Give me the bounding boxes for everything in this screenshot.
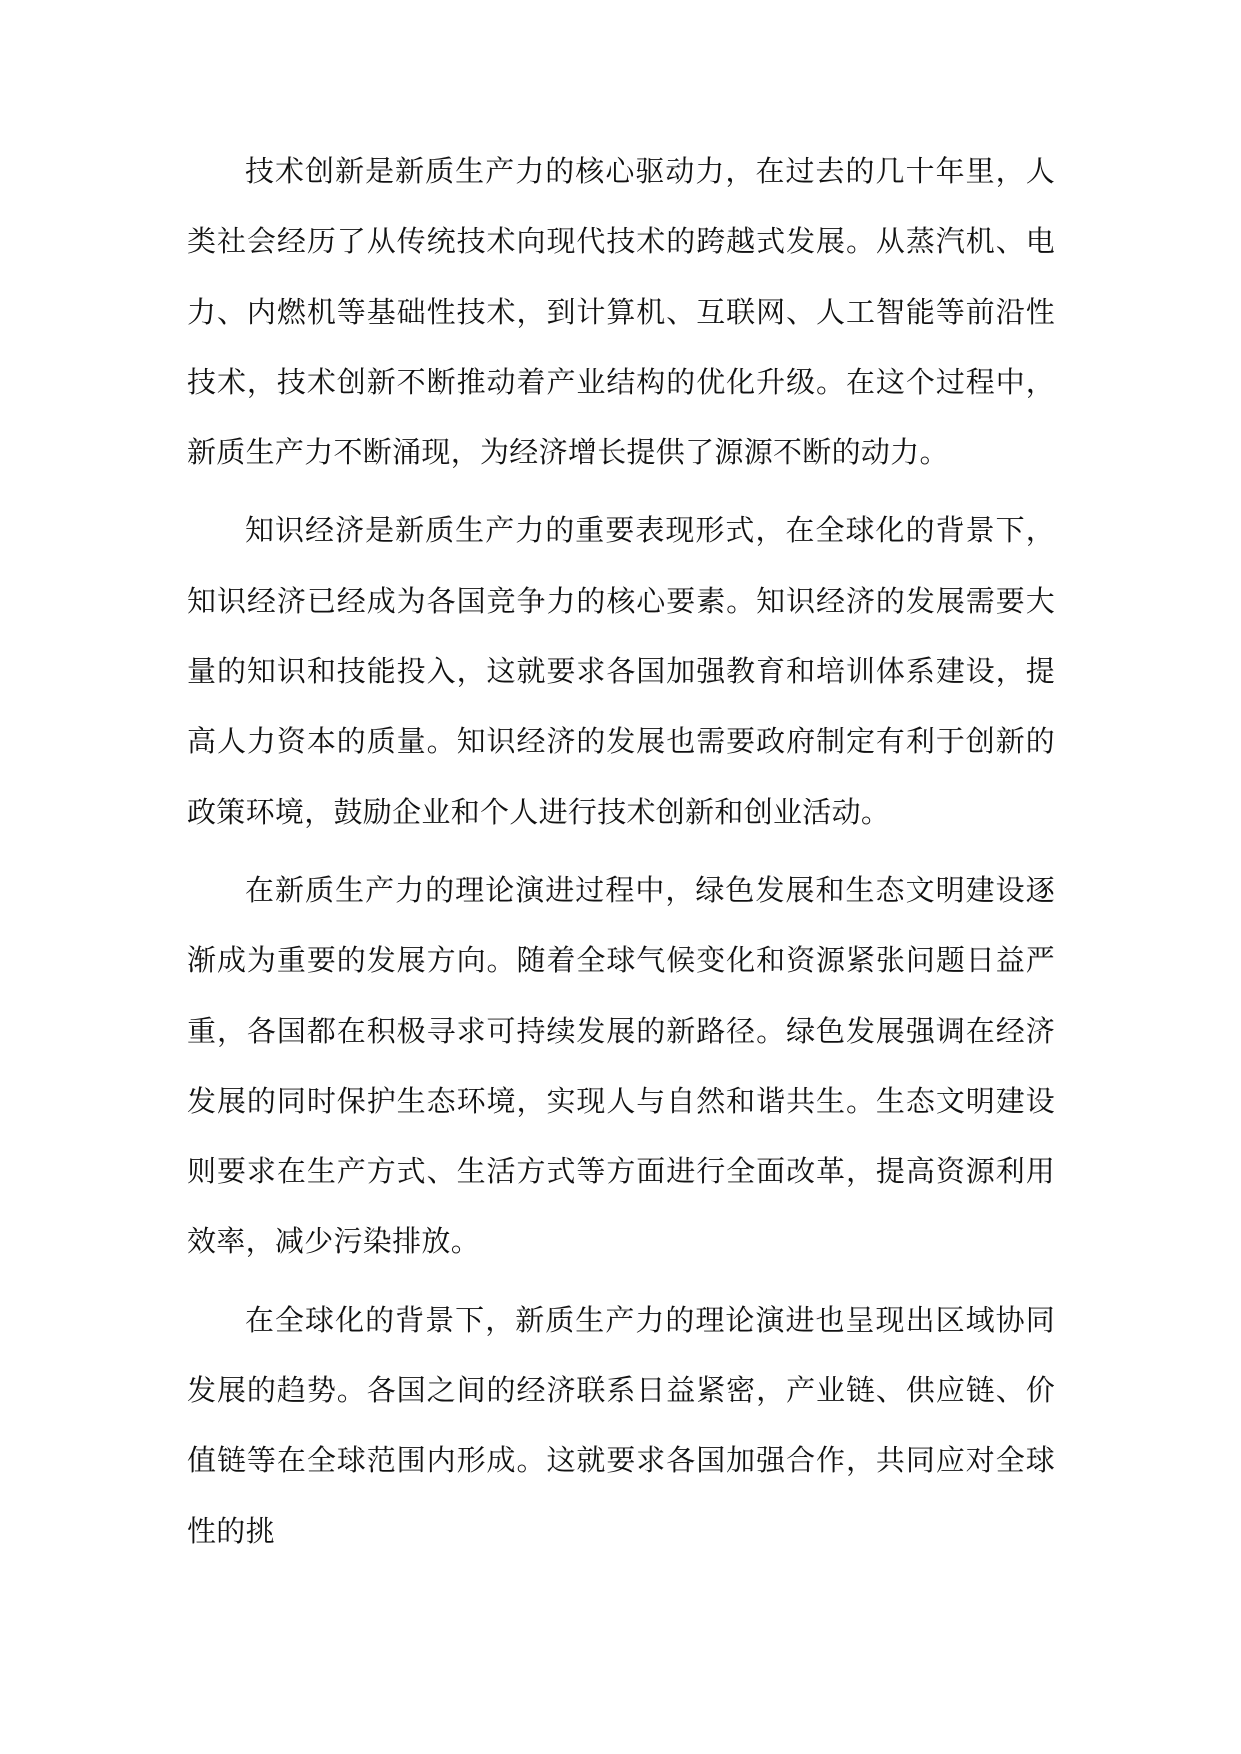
- paragraph: 技术创新是新质生产力的核心驱动力，在过去的几十年里，人类社会经历了从传统技术向现代技术的跨越式发展。从蒸汽机、电力、内燃机等基础性技术，到计算机、互联网、人工智能等前沿性技术，技术创新不断推动着产业结构的优化升级。在这个过程中，新质生产力不断涌现，为经济增长提供了源源不断的动力。: [187, 154, 1055, 470]
- paragraph: 在新质生产力的理论演进过程中，绿色发展和生态文明建设逐渐成为重要的发展方向。随着全球气候变化和资源紧张问题日益严重，各国都在积极寻求可持续发展的新路径。绿色发展强调在经济发展的同时保护生态环境，实现人与自然和谐共生。生态文明建设则要求在生产方式、生活方式等方面进行全面改革，提高资源利用效率，减少污染排放。: [187, 872, 1055, 1259]
- paragraph: 在全球化的背景下，新质生产力的理论演进也呈现出区域协同发展的趋势。各国之间的经济联系日益紧密，产业链、供应链、价值链等在全球范围内形成。这就要求各国加强合作，共同应对全球性的挑: [187, 1302, 1055, 1548]
- paragraph: 知识经济是新质生产力的重要表现形式，在全球化的背景下，知识经济已经成为各国竞争力的核心要素。知识经济的发展需要大量的知识和技能投入，这就要求各国加强教育和培训体系建设，提高人力资本的质量。知识经济的发展也需要政府制定有利于创新的政策环境，鼓励企业和个人进行技术创新和创业活动。: [187, 513, 1055, 829]
- document-body: [187, 136, 1055, 1574]
